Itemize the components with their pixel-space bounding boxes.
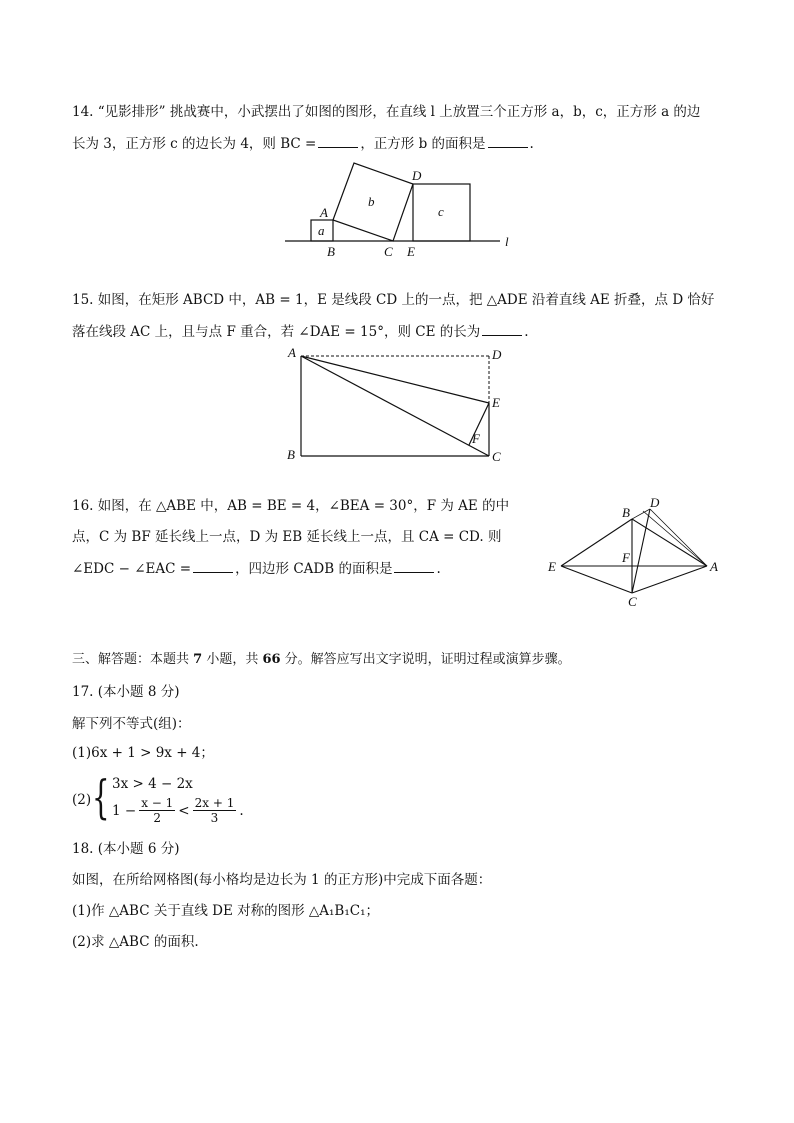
q15-label-E: E: [492, 395, 500, 410]
q17-fraction-1: [139, 796, 175, 825]
q17-item2-label: (2): [72, 792, 92, 808]
q17-item1: (1)6x + 1 > 9x + 4；: [72, 745, 214, 761]
section3-heading: [72, 650, 571, 670]
q15-text-part2: .: [524, 324, 529, 340]
q17-item2-row1: 3x > 4 − 2x: [112, 776, 193, 792]
q16-text-line3: [72, 558, 441, 579]
q14-label-c: c: [438, 204, 444, 219]
q17-row2-lt: <: [178, 802, 190, 819]
q17-prompt: 解下列不等式(组)：: [72, 716, 191, 732]
q15-text-line1: 15. 如图，在矩形 ABCD 中，AB = 1，E 是线段 CD 上的一点，把 △ADE 沿着直线 AE 折叠，点 D 恰好: [72, 292, 715, 308]
q16-label-F: F: [622, 550, 630, 565]
q16-text-part3: .: [436, 561, 441, 577]
q14-label-D: D: [412, 168, 422, 183]
q16-label-D: D: [650, 495, 660, 510]
q17-item2-row2: [112, 796, 244, 825]
q15-label-D: D: [492, 347, 502, 362]
q18-item1: (1)作 △ABC 关于直线 DE 对称的图形 △A₁B₁C₁；: [72, 903, 380, 919]
q14-label-l: l: [505, 234, 509, 249]
q17-fraction-1-den: 2: [153, 811, 162, 825]
q17-title: 17. (本小题 8 分): [72, 684, 180, 700]
q16-blank-area[interactable]: [394, 558, 434, 573]
q16-line-aux: [643, 511, 707, 566]
section3-suffix: 分。解答应写出文字说明，证明过程或演算步骤。: [280, 652, 571, 667]
section3-count: 7: [193, 652, 203, 667]
q15-label-C: C: [492, 449, 501, 464]
q17-fraction-2-num: 2x + 1: [194, 796, 235, 810]
q15-diagonal-ac: [301, 356, 489, 456]
q15-text-line2: [72, 321, 529, 342]
section3-mid: 小题，共: [202, 652, 263, 667]
q15-text-part1: 落在线段 AC 上，且与点 F 重合，若 ∠DAE = 15°，则 CE 的长为: [72, 324, 481, 340]
q17-row2-start: 1 −: [112, 802, 137, 819]
q15-label-F: F: [472, 431, 480, 446]
q18-prompt: 如图，在所给网格图(每小格均是边长为 1 的正方形)中完成下面各题：: [72, 872, 492, 888]
q16-line-ec: [561, 566, 632, 593]
q16-line-cd: [632, 509, 650, 593]
q15-label-A: A: [288, 345, 296, 360]
q16-text-part1: ∠EDC − ∠EAC =: [72, 561, 192, 577]
q16-text-part2: ，四边形 CADB 的面积是: [235, 561, 393, 577]
q14-text-line1: 14. “见影排形” 挑战赛中，小武摆出了如图的图形，在直线 l 上放置三个正方形 a，b，c，正方形 a 的边: [72, 104, 701, 120]
q16-text-line2: 点，C 为 BF 延长线上一点，D 为 EB 延长线上一点，且 CA = CD. 则: [72, 529, 502, 545]
q14-label-C: C: [384, 244, 393, 259]
q17-item2-system: [72, 770, 312, 826]
q14-text-part3: .: [529, 136, 534, 152]
q16-label-C: C: [628, 594, 637, 609]
q14-label-A: A: [320, 205, 328, 220]
q15-line-ae: [301, 356, 489, 403]
q14-text-part1: 长为 3，正方形 c 的边长为 4，则 BC =: [72, 136, 317, 152]
q14-text-part2: ，正方形 b 的面积是: [360, 136, 486, 152]
q16-line-ca: [632, 566, 707, 593]
q15-label-B: B: [287, 447, 295, 462]
q14-label-E: E: [407, 244, 415, 259]
q16-line-bd: [632, 509, 650, 519]
q15-blank-ce[interactable]: [482, 321, 522, 336]
q14-label-B: B: [327, 244, 335, 259]
q14-label-b: b: [368, 194, 375, 209]
q18-title: 18. (本小题 6 分): [72, 841, 180, 857]
q16-blank-angle[interactable]: [193, 558, 233, 573]
q16-label-E: E: [548, 559, 556, 574]
q17-fraction-2-den: 3: [210, 811, 219, 825]
q17-fraction-2: [193, 796, 237, 825]
section3-score: 66: [262, 652, 281, 667]
q16-text-line1: 16. 如图，在 △ABE 中，AB = BE = 4，∠BEA = 30°，F 为 AE 的中: [72, 498, 510, 514]
q16-line-da: [650, 509, 707, 566]
q14-label-a: a: [318, 223, 325, 238]
q17-fraction-1-num: x − 1: [141, 796, 174, 810]
q16-label-B: B: [622, 505, 630, 520]
q17-row2-end: .: [239, 802, 244, 819]
q18-item2: (2)求 △ABC 的面积.: [72, 934, 199, 950]
brace-icon: {: [92, 770, 110, 824]
section3-prefix: 三、解答题：本题共: [72, 652, 194, 667]
q16-label-A: A: [710, 559, 718, 574]
